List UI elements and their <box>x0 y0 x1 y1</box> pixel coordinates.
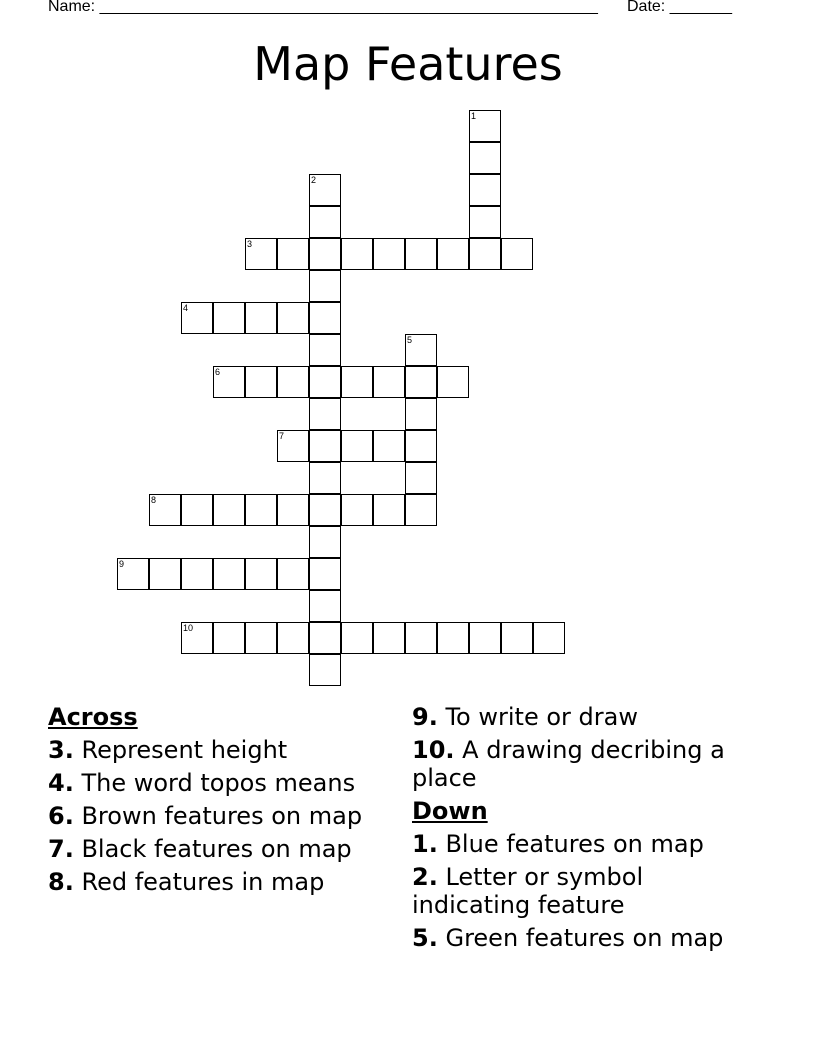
grid-cell[interactable] <box>309 590 341 622</box>
across-clue-list-left <box>48 736 393 896</box>
clue-across-7 <box>48 835 393 863</box>
cell-number: 6 <box>215 367 221 377</box>
clue-text: A drawing decribing a place <box>412 736 725 792</box>
clue-across-10 <box>412 736 757 792</box>
across-heading: Across <box>48 703 138 731</box>
grid-cell[interactable] <box>469 110 501 142</box>
clue-text: Represent height <box>81 736 288 764</box>
grid-cell[interactable] <box>373 494 405 526</box>
clue-text: Blue features on map <box>445 830 704 858</box>
grid-cell[interactable] <box>309 462 341 494</box>
grid-cell[interactable] <box>373 430 405 462</box>
cell-number: 3 <box>247 239 253 249</box>
grid-cell[interactable] <box>245 622 277 654</box>
clue-across-8 <box>48 868 393 896</box>
clue-number: 4. <box>48 769 74 797</box>
grid-cell[interactable] <box>181 622 213 654</box>
grid-cell[interactable] <box>277 302 309 334</box>
clue-across-6 <box>48 802 393 830</box>
grid-cell[interactable] <box>245 302 277 334</box>
grid-cell[interactable] <box>341 238 373 270</box>
grid-cell[interactable] <box>213 494 245 526</box>
grid-cell[interactable] <box>309 302 341 334</box>
cell-number: 10 <box>183 623 194 633</box>
clue-text: Black features on map <box>81 835 352 863</box>
grid-cell[interactable] <box>341 430 373 462</box>
grid-cell[interactable] <box>277 430 309 462</box>
clues-left-column <box>48 703 393 901</box>
grid-cell[interactable] <box>501 622 533 654</box>
grid-cell[interactable] <box>373 366 405 398</box>
clue-number: 1. <box>412 830 438 858</box>
grid-cell[interactable] <box>309 430 341 462</box>
down-heading: Down <box>412 797 488 825</box>
grid-cell[interactable] <box>277 558 309 590</box>
grid-cell[interactable] <box>405 238 437 270</box>
grid-cell[interactable] <box>309 526 341 558</box>
grid-cell[interactable] <box>405 430 437 462</box>
grid-cell[interactable] <box>405 334 437 366</box>
grid-cell[interactable] <box>149 494 181 526</box>
grid-cell[interactable] <box>181 302 213 334</box>
cell-number: 8 <box>151 495 157 505</box>
grid-cell[interactable] <box>469 622 501 654</box>
clue-number: 5. <box>412 924 438 952</box>
clues-right-column <box>412 703 757 957</box>
grid-cell[interactable] <box>405 398 437 430</box>
grid-cell[interactable] <box>181 494 213 526</box>
clue-text: To write or draw <box>445 703 638 731</box>
grid-cell[interactable] <box>501 238 533 270</box>
clue-down-1 <box>412 830 757 858</box>
grid-cell[interactable] <box>309 558 341 590</box>
grid-cell[interactable] <box>213 366 245 398</box>
clue-number: 10. <box>412 736 455 764</box>
grid-cell[interactable] <box>213 558 245 590</box>
grid-cell[interactable] <box>277 622 309 654</box>
grid-cell[interactable] <box>213 622 245 654</box>
grid-cell[interactable] <box>245 366 277 398</box>
grid-cell[interactable] <box>469 206 501 238</box>
grid-cell[interactable] <box>469 238 501 270</box>
grid-cell[interactable] <box>405 494 437 526</box>
cell-number: 7 <box>279 431 285 441</box>
grid-cell[interactable] <box>309 270 341 302</box>
cell-number: 9 <box>119 559 125 569</box>
grid-cell[interactable] <box>469 174 501 206</box>
grid-cell[interactable] <box>309 238 341 270</box>
clue-across-4 <box>48 769 393 797</box>
clue-number: 2. <box>412 863 438 891</box>
grid-cell[interactable] <box>309 334 341 366</box>
grid-cell[interactable] <box>149 558 181 590</box>
grid-cell[interactable] <box>245 238 277 270</box>
clue-number: 9. <box>412 703 438 731</box>
grid-cell[interactable] <box>277 238 309 270</box>
clue-text: Red features in map <box>81 868 325 896</box>
grid-cell[interactable] <box>437 238 469 270</box>
clue-down-2 <box>412 863 757 919</box>
clue-number: 6. <box>48 802 74 830</box>
page-title: Map Features <box>253 37 563 91</box>
cell-number: 5 <box>407 335 413 345</box>
cell-number: 1 <box>471 111 477 121</box>
grid-cell[interactable] <box>245 494 277 526</box>
grid-cell[interactable] <box>437 366 469 398</box>
grid-cell[interactable] <box>341 494 373 526</box>
grid-cell[interactable] <box>405 622 437 654</box>
grid-cell[interactable] <box>309 494 341 526</box>
grid-cell[interactable] <box>309 206 341 238</box>
grid-cell[interactable] <box>117 558 149 590</box>
grid-cell[interactable] <box>277 366 309 398</box>
grid-cell[interactable] <box>341 622 373 654</box>
clue-text: Brown features on map <box>81 802 363 830</box>
clue-across-3 <box>48 736 393 764</box>
cell-number: 4 <box>183 303 189 313</box>
grid-cell[interactable] <box>309 366 341 398</box>
clue-text: Green features on map <box>445 924 724 952</box>
grid-cell[interactable] <box>309 398 341 430</box>
grid-cell[interactable] <box>309 174 341 206</box>
cell-number: 2 <box>311 175 317 185</box>
grid-cell[interactable] <box>533 622 565 654</box>
grid-cell[interactable] <box>341 366 373 398</box>
grid-cell[interactable] <box>181 558 213 590</box>
clue-number: 8. <box>48 868 74 896</box>
grid-cell[interactable] <box>213 302 245 334</box>
grid-cell[interactable] <box>309 654 341 686</box>
clue-text: Letter or symbol indicating feature <box>412 863 644 919</box>
clue-down-5 <box>412 924 757 952</box>
grid-cell[interactable] <box>277 494 309 526</box>
grid-cell[interactable] <box>405 462 437 494</box>
grid-cell[interactable] <box>309 622 341 654</box>
clue-text: The word topos means <box>81 769 356 797</box>
grid-cell[interactable] <box>373 238 405 270</box>
grid-cell[interactable] <box>437 622 469 654</box>
clue-number: 7. <box>48 835 74 863</box>
grid-cell[interactable] <box>373 622 405 654</box>
grid-cell[interactable] <box>469 142 501 174</box>
clue-number: 3. <box>48 736 74 764</box>
date-line: Date: _______ <box>627 0 732 15</box>
grid-cell[interactable] <box>245 558 277 590</box>
clue-across-9 <box>412 703 757 731</box>
name-line: Name: ________________________________________________________ <box>48 0 598 15</box>
grid-cell[interactable] <box>405 366 437 398</box>
